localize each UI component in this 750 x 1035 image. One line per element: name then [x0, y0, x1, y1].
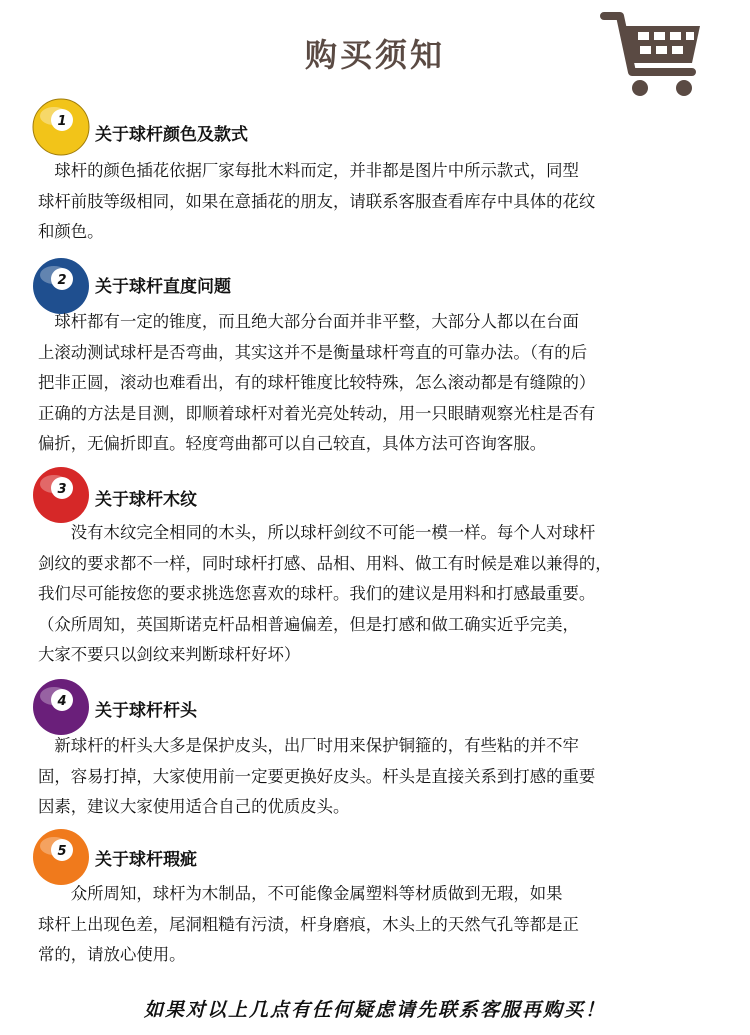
section-heading: 关于球杆直度问题 — [95, 277, 231, 297]
footer-notice: 如果对以上几点有任何疑虑请先联系客服再购买！ — [143, 999, 606, 1021]
section-heading: 关于球杆瑕疵 — [95, 850, 197, 870]
ball-number: 3 — [57, 482, 67, 497]
shopping-cart-icon — [600, 8, 705, 100]
billiard-ball-3-icon — [32, 466, 90, 524]
ball-number: 5 — [57, 844, 67, 859]
ball-number: 4 — [57, 694, 67, 709]
billiard-ball-4-icon — [32, 678, 90, 736]
billiard-ball-5-icon — [32, 828, 90, 886]
section-paragraph: 球杆都有一定的锥度，而且绝大部分台面并非平整，大部分人都以在台面 上滚动测试球杆是否弯曲，其实这并不是衡量球杆弯直的可靠办法。（有的后 把非正圆，滚动也难看出，有的球杆锥度比较特殊，怎么滚动都是有缝隙的） 正确的方法是目测，即顺着球杆对着光亮处转动，用一只眼睛观察光柱是否有 偏折，无偏折即直。轻度弯曲都可以自己较直，具体方法可咨询客服。 — [38, 312, 596, 453]
section-paragraph: 球杆的颜色插花依据厂家每批木料而定，并非都是图片中所示款式，同型 球杆前肢等级相同，如果在意插花的朋友，请联系客服查看库存中具体的花纹 和颜色。 — [38, 161, 596, 241]
section-heading: 关于球杆木纹 — [95, 490, 197, 510]
ball-number: 2 — [57, 273, 67, 288]
section-heading: 关于球杆杆头 — [95, 701, 197, 721]
billiard-ball-1-icon — [32, 98, 90, 156]
section-paragraph: 众所周知，球杆为木制品，不可能像金属塑料等材质做到无瑕，如果 球杆上出现色差，尾洞粗糙有污渍，杆身磨痕，木头上的天然气孔等都是正 常的，请放心使用。 — [38, 884, 579, 964]
section-heading: 关于球杆颜色及款式 — [95, 125, 248, 145]
page-title: 购买须知 — [304, 36, 445, 74]
ball-number: 1 — [57, 114, 67, 129]
section-paragraph: 新球杆的杆头大多是保护皮头，出厂时用来保护铜箍的，有些粘的并不牢 固，容易打掉，大家使用前一定要更换好皮头。杆头是直接关系到打感的重要 因素，建议大家使用适合自己的优质皮头。 — [38, 736, 596, 816]
section-paragraph: 没有木纹完全相同的木头，所以球杆剑纹不可能一模一样。每个人对球杆 剑纹的要求都不一样，同时球杆打感、品相、用料、做工有时候是难以兼得的， 我们尽可能按您的要求挑选您喜欢的球杆。我们的建议是用料和打感最重要。 （众所周知，英国斯诺克杆品相普遍偏差，但是打感和做工确实近乎完美， 大家不要只以剑纹来判断球杆好坏） — [38, 523, 612, 664]
